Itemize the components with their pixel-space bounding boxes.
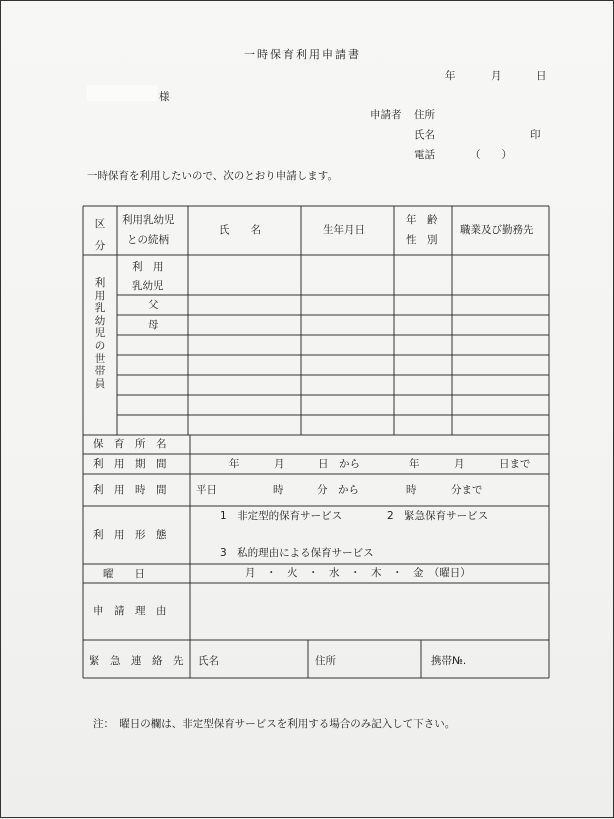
period-year2: 年	[409, 458, 420, 470]
time-label: 利 用 時 間	[93, 484, 167, 496]
relation-mother: 母	[148, 319, 159, 331]
period-day-to: 日まで	[499, 458, 531, 470]
household-label: 利 用 乳 幼 児 の 世 帯 員	[94, 277, 106, 390]
address-label: 住所	[414, 109, 435, 121]
date-month: 月	[491, 70, 502, 82]
form-label: 利 用 形 態	[93, 529, 167, 541]
name-label: 氏名	[414, 129, 435, 141]
header-age: 年 齢	[406, 214, 438, 226]
applicant-label: 申請者	[370, 109, 402, 121]
relation-user-1: 利 用	[132, 261, 164, 273]
seal-mark: 印	[530, 129, 541, 141]
time-hour2: 時	[406, 484, 417, 496]
header-relation-line2: との続柄	[127, 234, 169, 246]
emergency-name: 氏名	[198, 655, 219, 667]
period-year: 年	[229, 458, 240, 470]
header-division: 区 分	[94, 218, 106, 252]
relation-user-2: 乳幼児	[132, 280, 164, 292]
date-day: 日	[536, 70, 547, 82]
footer-note: 注： 曜日の欄は、非定型保育サービスを利用する場合のみ記入して下さい。	[93, 718, 456, 730]
reason-label: 申 請 理 由	[93, 605, 167, 617]
redacted-recipient	[87, 85, 157, 101]
phone-label: 電話	[414, 149, 435, 161]
form-table-grid	[1, 1, 614, 819]
header-sex: 性 別	[406, 234, 438, 246]
intro-text: 一時保育を利用したいので、次のとおり申請します。	[87, 170, 338, 182]
date-year: 年	[445, 70, 456, 82]
period-label: 利 用 期 間	[93, 458, 167, 470]
time-weekday: 平日	[196, 484, 217, 496]
recipient-suffix: 様	[159, 91, 170, 103]
form-option-1: 1 非定型的保育サービス	[220, 510, 343, 522]
emergency-mobile: 携帯№.	[431, 655, 467, 667]
header-relation-line1: 利用乳幼児	[122, 214, 175, 226]
nursery-label: 保 育 所 名	[93, 438, 167, 450]
emergency-address: 住所	[315, 655, 336, 667]
header-name: 氏 名	[219, 224, 261, 236]
period-month2: 月	[454, 458, 465, 470]
emergency-label: 緊 急 連 絡 先	[89, 655, 184, 667]
form-option-3: 3 私的理由による保育サービス	[220, 547, 374, 559]
period-month: 月	[274, 458, 285, 470]
weekday-days: 月 ・ 火 ・ 水 ・ 木 ・ 金 （曜日）	[245, 567, 471, 579]
header-occupation: 職業及び勤務先	[460, 224, 534, 236]
period-day-from: 日 から	[318, 458, 360, 470]
form-option-2: 2 緊急保育サービス	[387, 510, 489, 522]
time-hour: 時	[273, 484, 284, 496]
time-min-from: 分 から	[317, 484, 359, 496]
relation-father: 父	[148, 299, 159, 311]
header-birthdate: 生年月日	[323, 224, 365, 236]
form-title: 一時保育利用申請書	[244, 48, 361, 61]
phone-parens: （ ）	[470, 149, 512, 161]
time-min-to: 分まで	[451, 484, 483, 496]
weekday-label: 曜 日	[103, 568, 145, 580]
